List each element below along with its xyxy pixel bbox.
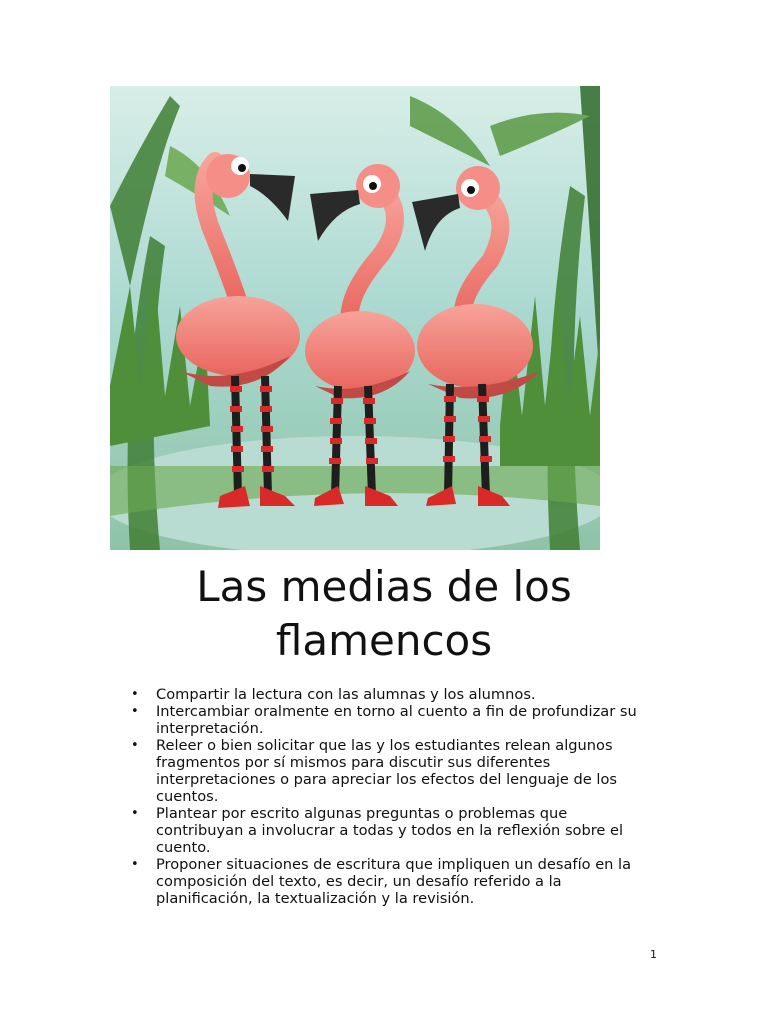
cover-illustration: [110, 86, 600, 550]
title-line-2: flamencos: [275, 616, 493, 665]
list-item: • Compartir la lectura con las alumnas y los alumnos.: [156, 686, 656, 703]
objectives-list: [156, 686, 656, 907]
list-item: • Releer o bien solicitar que las y los estudiantes relean algunos fragmentos por sí mismos para discutir sus diferentes interpretaciones o para apreciar los efectos del lenguaje de los cuentos.: [156, 737, 656, 805]
list-item: • Intercambiar oralmente en torno al cuento a fin de profundizar su interpretación.: [156, 703, 656, 737]
list-item: • Plantear por escrito algunas preguntas o problemas que contribuyan a involucrar a todas y todos en la reflexión sobre el cuento.: [156, 805, 656, 856]
title-line-1: Las medias de los: [196, 562, 572, 611]
page-number: 1: [650, 948, 657, 961]
list-item: • Proponer situaciones de escritura que impliquen un desafío en la composición del texto, es decir, un desafío referido a la planificación, la textualización y la revisión.: [156, 856, 656, 907]
page-title: [100, 560, 668, 668]
